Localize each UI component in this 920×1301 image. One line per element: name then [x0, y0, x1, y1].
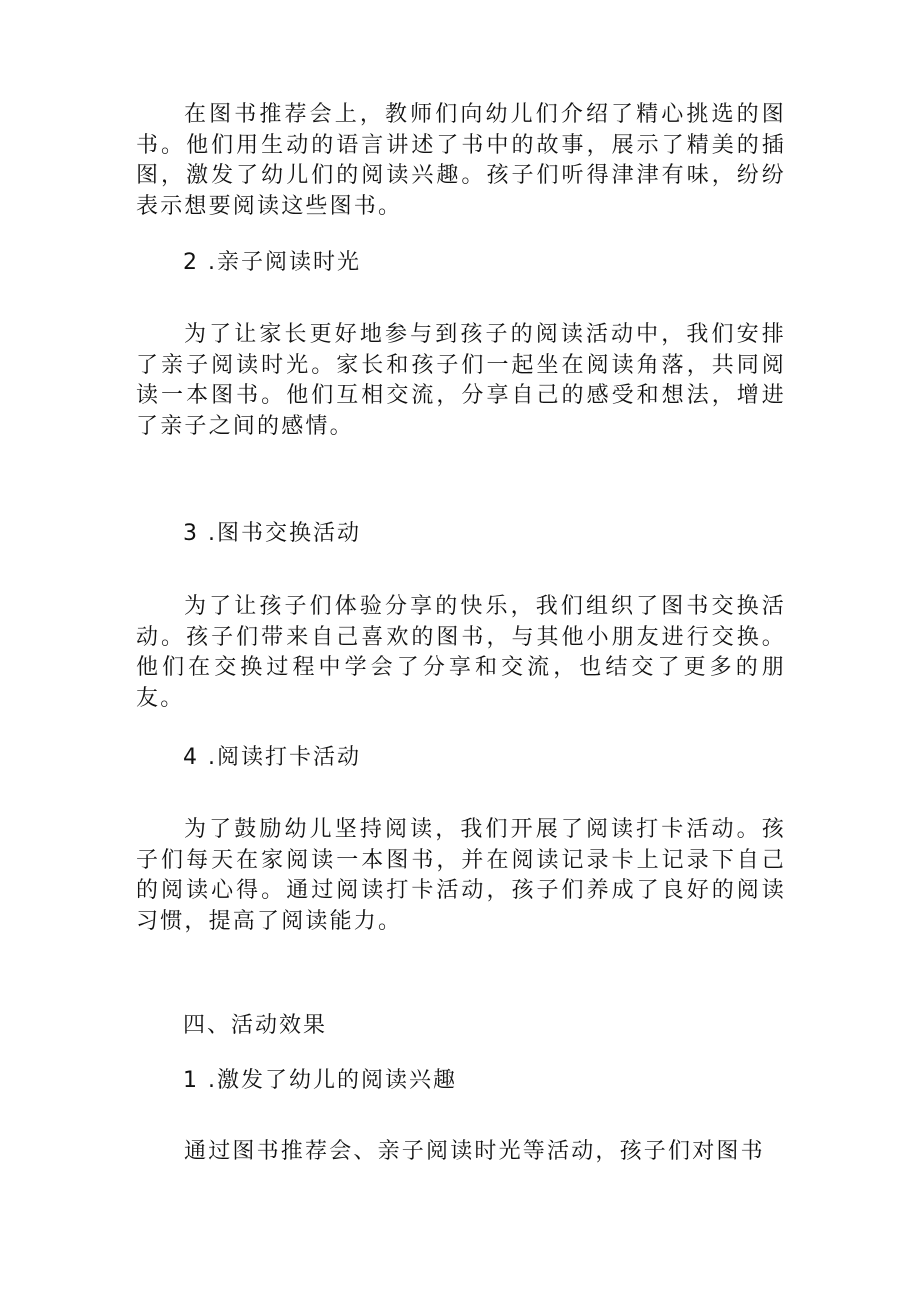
heading-book-exchange: 3 .图书交换活动 — [183, 521, 361, 546]
heading-effect-interest: 1 .激发了幼儿的阅读兴趣 — [183, 1068, 457, 1093]
paragraph-effect-interest: 通过图书推荐会、亲子阅读时光等活动，孩子们对图书 — [184, 1139, 765, 1164]
paragraph-book-recommendation: 在图书推荐会上，教师们向幼儿们介绍了精心挑选的图书。他们用生动的语言讲述了书中的故事，展示了精美的插图，激发了幼儿们的阅读兴趣。孩子们听得津津有味，纷纷表示想要阅读这些图书。 — [136, 102, 786, 219]
paragraph-book-exchange: 为了让孩子们体验分享的快乐，我们组织了图书交换活动。孩子们带来自己喜欢的图书，与其他小朋友进行交换。他们在交换过程中学会了分享和交流，也结交了更多的朋友。 — [136, 594, 786, 711]
heading-activity-effects: 四、活动效果 — [183, 1013, 328, 1038]
heading-reading-checkin: 4 .阅读打卡活动 — [183, 745, 361, 770]
paragraph-reading-checkin: 为了鼓励幼儿坚持阅读，我们开展了阅读打卡活动。孩子们每天在家阅读一本图书，并在阅读记录卡上记录下自己的阅读心得。通过阅读打卡活动，孩子们养成了良好的阅读习惯，提高了阅读能力。 — [136, 817, 786, 934]
heading-parent-child-reading: 2 .亲子阅读时光 — [183, 250, 361, 275]
paragraph-parent-child-reading: 为了让家长更好地参与到孩子的阅读活动中，我们安排了亲子阅读时光。家长和孩子们一起坐在阅读角落，共同阅读一本图书。他们互相交流，分享自己的感受和想法，增进了亲子之间的感情。 — [136, 322, 786, 439]
